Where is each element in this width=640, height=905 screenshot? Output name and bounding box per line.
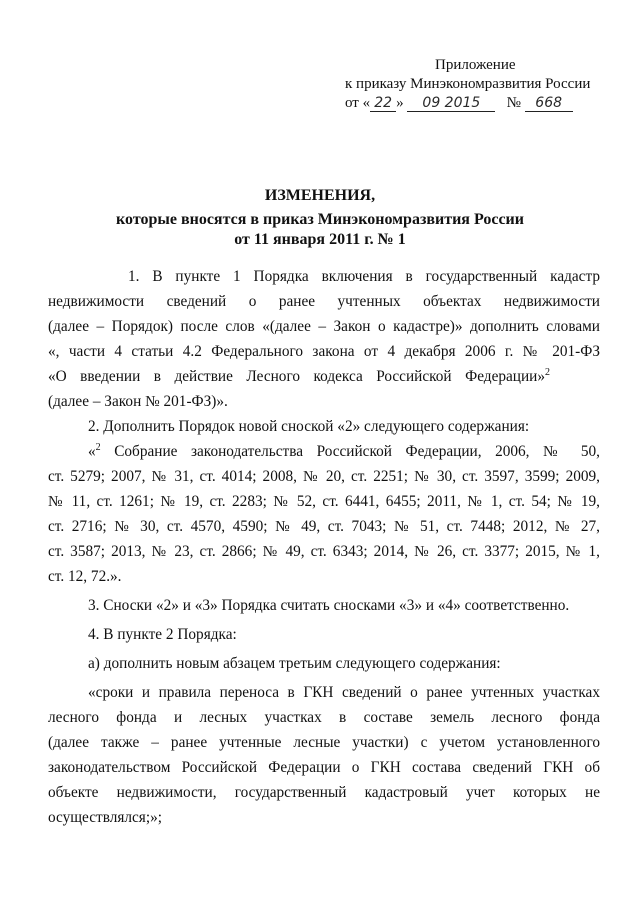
p7-line-3: (далее также – ранее учтенные лесные участки) с учетом установленного (48, 734, 600, 751)
p3-line-1 (88, 439, 600, 464)
p3-line-3: № 11, ст. 1261; № 19, ст. 2283; № 52, ст. 6441, 6455; 2011, № 1, ст. 54; № 19, (48, 493, 600, 510)
document-title: ИЗМЕНЕНИЯ, (264, 187, 376, 204)
p3-line-4: ст. 2716; № 30, ст. 4570, 4590; № 49, ст. 7043; № 51, ст. 7448; 2012, № 27, (48, 518, 600, 535)
p3-open-quote: « (88, 443, 96, 460)
paragraph-6: а) дополнить новым абзацем третьим следующего содержания: (88, 655, 501, 672)
p7-line-5: объекте недвижимости, государственный кадастровый учет которых не (48, 784, 600, 801)
footnote-mark: 2 (95, 442, 101, 453)
p1-line-3: (далее – Порядок) после слов «(далее – Закон о кадастре)» дополнить словами (48, 318, 600, 335)
footnote-ref: 2 (545, 367, 550, 378)
p3-line-5: ст. 3587; 2013, № 23, ст. 2866; № 49, ст. 6343; 2014, № 26, ст. 3377; 2015, № 1, (48, 543, 600, 560)
p1-line-6: (далее – Закон № 201-ФЗ)». (48, 393, 228, 410)
paragraph-2: 2. Дополнить Порядок новой сноской «2» следующего содержания: (88, 418, 530, 435)
document-subtitle-2: от 11 января 2011 г. № 1 (234, 231, 406, 248)
handwritten-day: 22 (370, 95, 396, 112)
paragraph-5: 4. В пункте 2 Порядка: (88, 626, 237, 643)
appendix-date-line (345, 94, 605, 113)
date-mid: » (396, 95, 404, 111)
paragraph-1 (48, 264, 600, 414)
paragraph-7 (48, 680, 600, 830)
p1-line-5-text: «О введении в действие Лесного кодекса Российской Федерации» (48, 368, 545, 385)
p7-line-2: лесного фонда и лесных участках в составе земель лесного фонда (48, 709, 600, 726)
paragraph-4: 3. Сноски «2» и «3» Порядка считать сносками «3» и «4» соответственно. (88, 597, 570, 614)
p3-line-2: ст. 5279; 2007, № 31, ст. 4014; 2008, № 20, ст. 2251; № 30, ст. 3597, 3599; 2009, (48, 468, 600, 485)
appendix-title: Приложение (435, 57, 516, 73)
p1-line-1: 1. В пункте 1 Порядка включения в государственный кадастр (128, 268, 600, 285)
p7-line-4: законодательством Российской Федерации о ГКН состава сведений ГКН об (48, 759, 600, 776)
handwritten-month-year: 09 2015 (407, 95, 495, 112)
number-prefix: № (506, 95, 521, 111)
document-subtitle-1: которые вносятся в приказ Минэкономразвития России (116, 211, 524, 228)
appendix-block (345, 56, 605, 113)
paragraph-3 (48, 439, 600, 589)
date-prefix: от « (345, 95, 371, 111)
p1-line-5 (48, 364, 550, 389)
p1-line-2: недвижимости сведений о ранее учтенных объектах недвижимости (48, 293, 600, 310)
p7-line-6: осуществлялся;»; (48, 809, 162, 826)
document-body (48, 264, 600, 830)
handwritten-number: 668 (525, 95, 573, 112)
p3-line-1-text: Собрание законодательства Российской Федерации, 2006, № 50, (100, 443, 600, 460)
appendix-order-ref: к приказу Минэкономразвития России (345, 76, 591, 92)
p7-line-1: «сроки и правила переноса в ГКН сведений о ранее учтенных участках (88, 684, 600, 701)
p3-line-6: ст. 12, 72.». (48, 568, 122, 585)
p1-line-4: «, части 4 статьи 4.2 Федерального закона от 4 декабря 2006 г. № 201-ФЗ (48, 343, 600, 360)
